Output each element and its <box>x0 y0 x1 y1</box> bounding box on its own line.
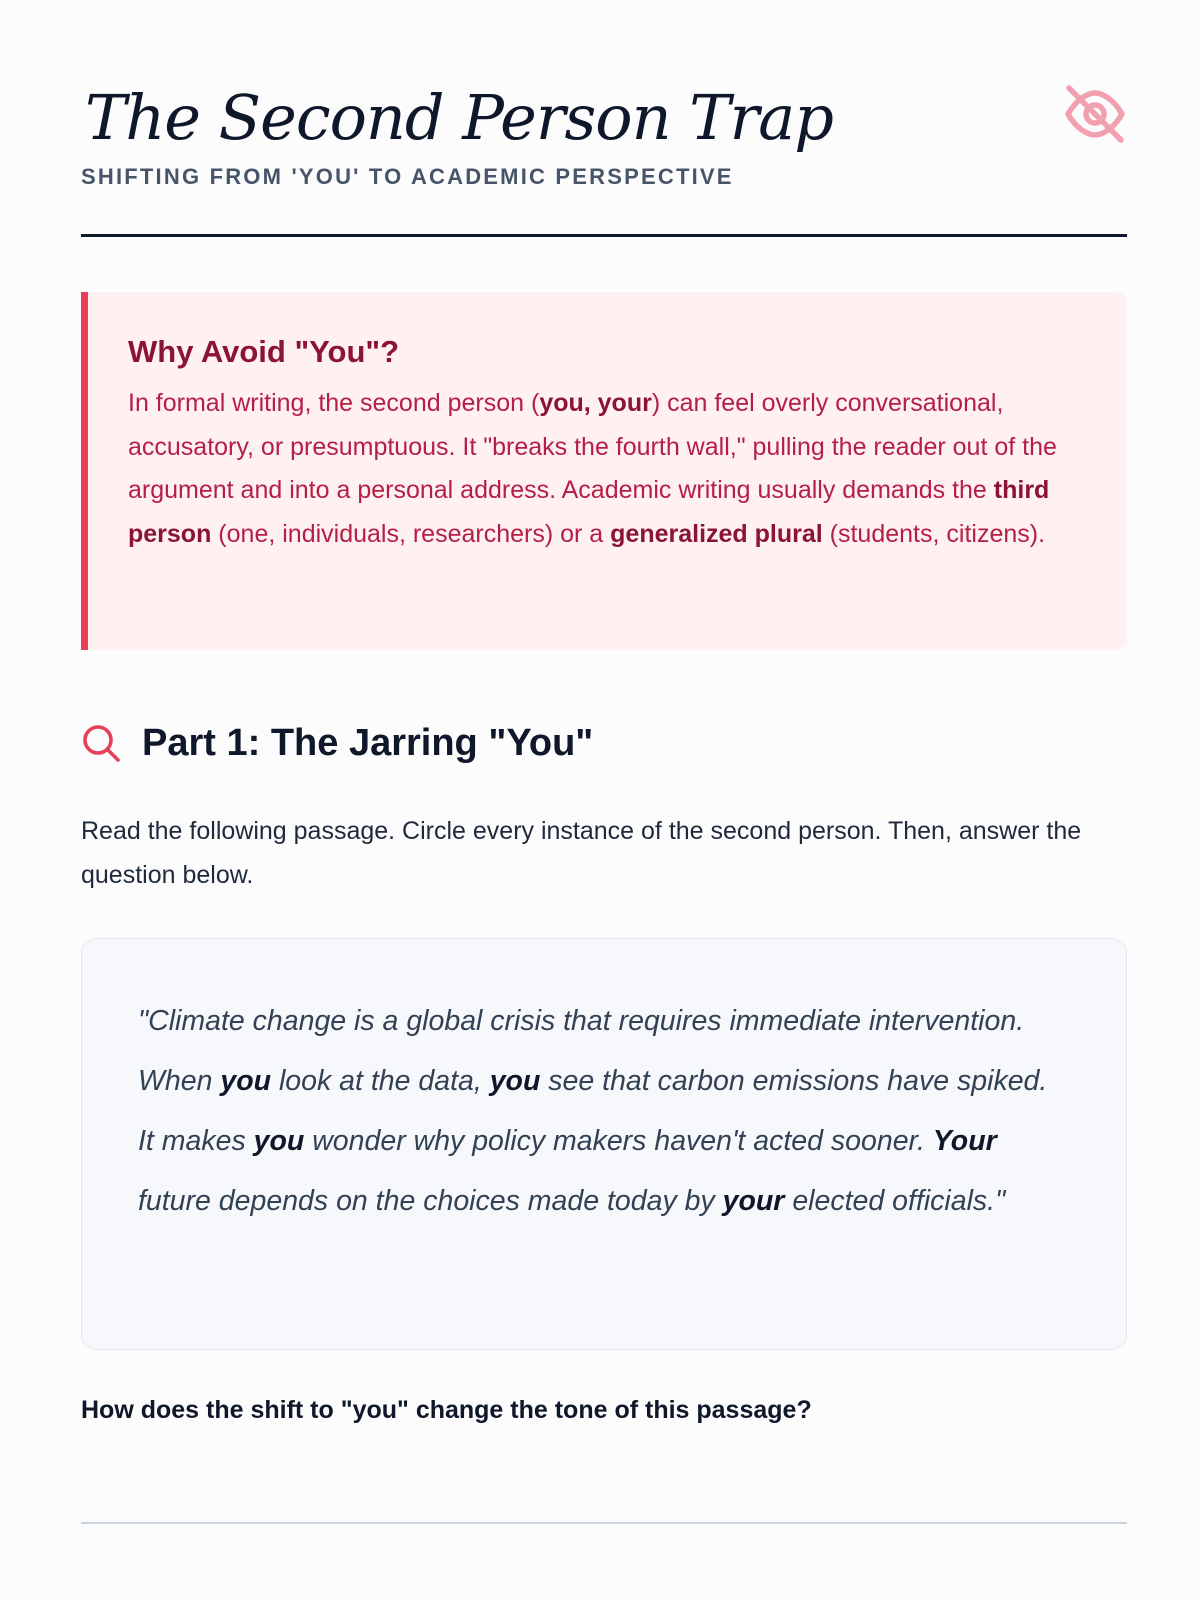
part1-heading <box>81 718 593 768</box>
part1-title: Part 1: The Jarring "You" <box>142 722 594 764</box>
page-header <box>81 0 1127 240</box>
second-person-word[interactable]: you <box>253 1125 305 1157</box>
passage-text: "Climate change is a global crisis that requires immediate intervention. When you look at the data, you see that carbon emissions have spiked. It makes you wonder why policy makers haven't acted sooner. Your future depends on the choices made today by your elected officials." <box>138 1005 1048 1217</box>
callout-heading: Why Avoid "You"? <box>128 334 400 369</box>
search-icon <box>81 723 121 763</box>
answer-input[interactable] <box>81 1446 1127 1524</box>
second-person-word[interactable]: your <box>722 1185 785 1217</box>
page-subtitle: SHIFTING FROM 'YOU' TO ACADEMIC PERSPECTIVE <box>81 164 734 189</box>
visibility-toggle-button[interactable] <box>1063 82 1127 146</box>
part1-instructions: Read the following passage. Circle every instance of the second person. Then, answer the question below. <box>81 817 1082 889</box>
second-person-word[interactable]: you <box>220 1065 272 1097</box>
passage-box <box>81 938 1127 1350</box>
second-person-word[interactable]: you <box>489 1065 541 1097</box>
emphasis-second-person: you, your <box>539 389 652 417</box>
part1-question: How does the shift to "you" change the tone of this passage? <box>81 1396 812 1424</box>
emphasis-generalized-plural: generalized plural <box>610 519 823 548</box>
worksheet-page <box>81 0 1127 1424</box>
callout-body: In formal writing, the second person (you, your) can feel overly conversational, accusatory, or presumptuous. It "breaks the fourth wall," pulling the reader out of the argument and into a personal address. Academic writing usually demands the third person (one, individuals, researchers) or a generalized plural (students, citizens). <box>128 389 1057 548</box>
eye-off-icon <box>1063 82 1127 146</box>
page-title: The Second Person Trap <box>85 81 833 154</box>
why-avoid-callout <box>81 292 1127 650</box>
header-divider <box>81 234 1127 237</box>
emphasis-third-person: third person <box>128 476 1050 548</box>
second-person-word[interactable]: Your <box>932 1125 997 1157</box>
